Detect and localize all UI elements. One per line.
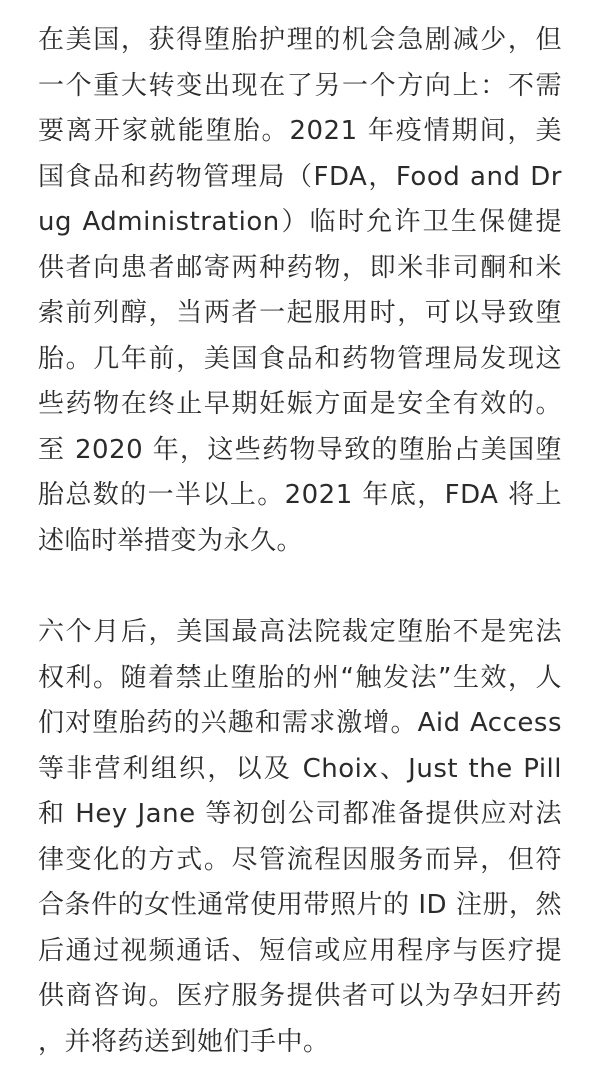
- paragraph-1: 在美国，获得堕胎护理的机会急剧减少，但一个重大转变出现在了另一个方向上：不需要离开家就能堕胎。2021 年疫情期间，美国食品和药物管理局（FDA，Food and Drug Administration）临时允许卫生保健提供者向患者邮寄两种药物，即米非司酮和米索前列醇，当两者一起服用时，可以导致堕胎。几年前，美国食品和药物管理局发现这些药物在终止早期妊娠方面是安全有效的。至 2020 年，这些药物导致的堕胎占美国堕胎总数的一半以上。2021 年底，FDA 将上述临时举措变为永久。: [38, 25, 562, 556]
- paragraph-2: 六个月后，美国最高法院裁定堕胎不是宪法权利。随着禁止堕胎的州“触发法”生效，人们对堕胎药的兴趣和需求激增。Aid Access 等非营利组织，以及 Choix、Just the Pill 和 Hey Jane 等初创公司都准备提供应对法律变化的方式。尽管流程因服务而异，但符合条件的女性通常使用带照片的 ID 注册，然后通过视频通话、短信或应用程序与医疗提供商咨询。医疗服务提供者可以为孕妇开药，并将药送到她们手中。: [38, 617, 562, 1057]
- article-body: [38, 18, 562, 1065]
